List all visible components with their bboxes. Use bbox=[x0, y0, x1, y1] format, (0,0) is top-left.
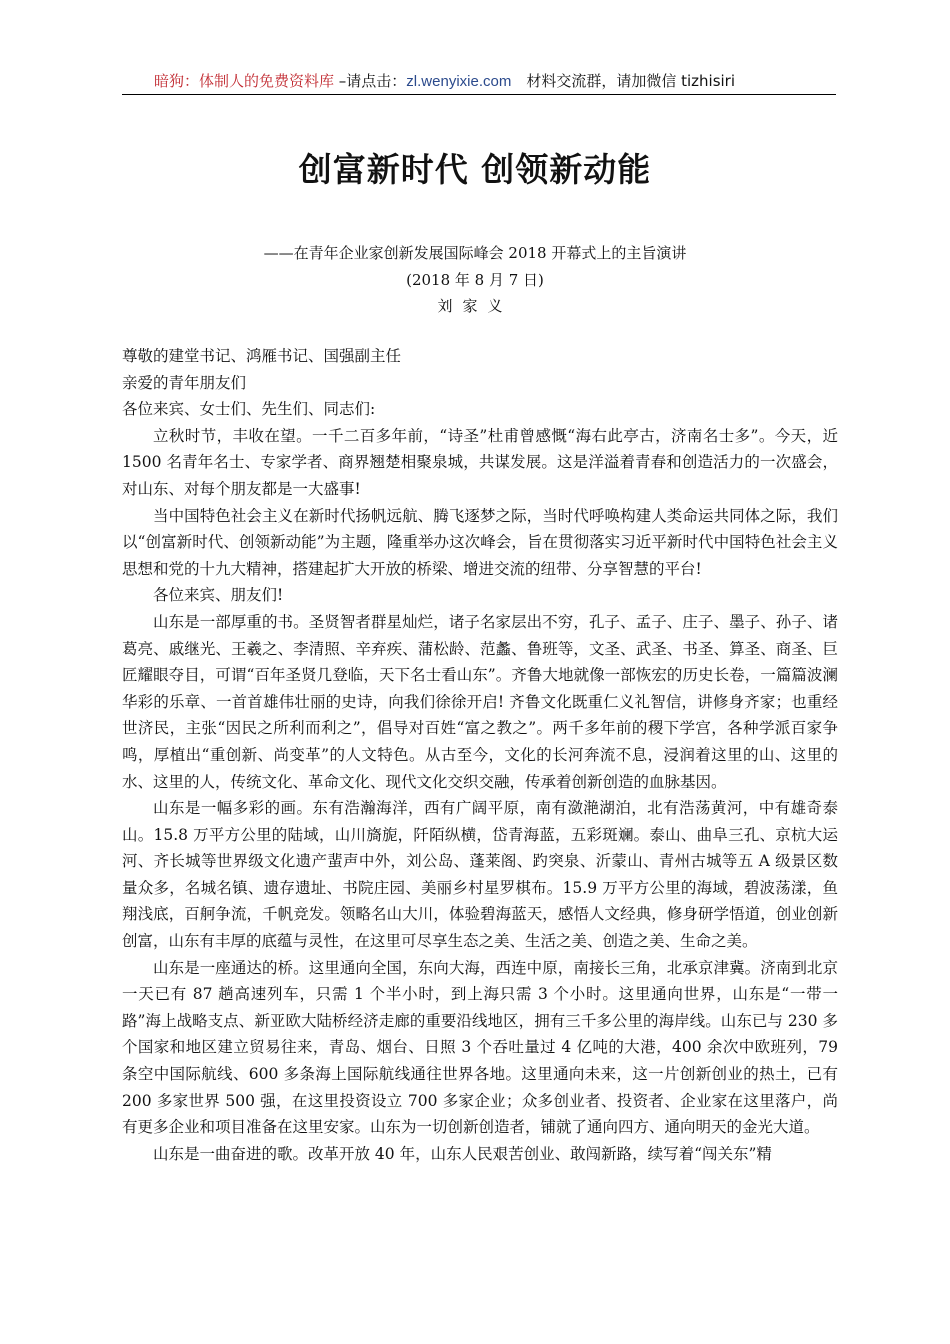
body-paragraph: 立秋时节，丰收在望。一千二百多年前，“诗圣”杜甫曾感慨“海右此亭古，济南名士多”。今天，近 1500 名青年名士、专家学者、商界翘楚相聚泉城，共谋发展。这是洋溢着青春和创造活力的一次盛会，对山东、对每个朋友都是一大盛事! bbox=[122, 426, 838, 498]
document-date: (2018 年 8 月 7 日) bbox=[406, 271, 544, 289]
document-author: 刘家义 bbox=[437, 297, 513, 315]
document-title: 创富新时代 创领新动能 bbox=[298, 150, 652, 189]
header-link[interactable]: zl.wenyixie.com bbox=[406, 73, 512, 90]
header-contact: 材料交流群，请加微信 tizhisiri bbox=[511, 72, 736, 90]
header-site-name: 暗狗：体制人的免费资料库 bbox=[154, 72, 335, 90]
body-paragraph: 山东是一曲奋进的歌。改革开放 40 年，山东人民艰苦创业、敢闯新路，续写着“闯关东”精 bbox=[153, 1144, 772, 1163]
body-paragraph: 山东是一座通达的桥。这里通向全国，东向大海，西连中原，南接长三角，北承京津冀。济南到北京一天已有 87 趟高速列车，只需 1 个半小时，到上海只需 3 个小时。这里通向世界，山东是“一带一路”海上战略支点、新亚欧大陆桥经济走廊的重要沿线地区，拥有三千多公里的海岸线。山东已与 230 多个国家和地区建立贸易往来，青岛、烟台、日照 3 个吞吐量过 4 亿吨的大港，400 余次中欧班列，79 条空中国际航线、600 多条海上国际航线通往世界各地。这里通向未来，这一片创新创业的热土，已有 200 多家世界 500 强，在这里投资设立 700 多家企业；众多创业者、投资者、企业家在这里落户，尚有更多企业和项目准备在这里安家。山东为一切创新创造者，铺就了通向四方、通向明天的金光大道。 bbox=[122, 958, 838, 1137]
body-paragraph: 山东是一幅多彩的画。东有浩瀚海洋，西有广阔平原，南有潋滟湖泊，北有浩荡黄河，中有雄奇泰山。15.8 万平方公里的陆域，山川旖旎，阡陌纵横，岱青海蓝，五彩斑斓。泰山、曲阜三孔、京杭大运河、齐长城等世界级文化遗产蜚声中外，刘公岛、蓬莱阁、趵突泉、沂蒙山、青州古城等五 A 级景区数量众多，名城名镇、遗存遗址、书院庄园、美丽乡村星罗棋布。15.9 万平方公里的海域，碧波荡漾，鱼翔浅底，百舸争流，千帆竞发。领略名山大川，体验碧海蓝天，感悟人文经典，修身研学悟道，创业创新创富，山东有丰厚的底蕴与灵性，在这里可尽享生态之美、生活之美、创造之美、生命之美。 bbox=[122, 799, 838, 951]
greeting-line: 各位来宾、女士们、先生们、同志们: bbox=[122, 400, 376, 419]
body-paragraph: 各位来宾、朋友们! bbox=[153, 586, 284, 605]
greeting-line: 亲爱的青年朋友们 bbox=[122, 373, 247, 392]
body-paragraph: 山东是一部厚重的书。圣贤智者群星灿烂，诸子名家层出不穷，孔子、孟子、庄子、墨子、孙子、诸葛亮、戚继光、王羲之、李清照、辛弃疾、蒲松龄、范蠡、鲁班等，文圣、武圣、书圣、算圣、商圣、巨匠耀眼夺目，可谓“百年圣贤几登临，天下名士看山东”。齐鲁大地就像一部恢宏的历史长卷，一篇篇波澜华彩的乐章、一首首雄伟壮丽的史诗，向我们徐徐开启! 齐鲁文化既重仁义礼智信，讲修身齐家；也重经世济民，主张“因民之所利而利之”，倡导对百姓“富之教之”。两千多年前的稷下学宫，各种学派百家争鸣，厚植出“重创新、尚变革”的人文特色。从古至今，文化的长河奔流不息，浸润着这里的山、这里的水、这里的人，传统文化、革命文化、现代文化交织交融，传承着创新创造的血脉基因。 bbox=[122, 612, 838, 791]
body-paragraph: 当中国特色社会主义在新时代扬帆远航、腾飞逐梦之际，当时代呼唤构建人类命运共同体之际，我们以“创富新时代、创领新动能”为主题，隆重举办这次峰会，旨在贯彻落实习近平新时代中国特色社会主义思想和党的十九大精神，搭建起扩大开放的桥梁、增进交流的纽带、分享智慧的平台! bbox=[122, 506, 838, 578]
document-subtitle: ——在青年企业家创新发展国际峰会 2018 开幕式上的主旨演讲 bbox=[263, 244, 687, 262]
greeting-line: 尊敬的建堂书记、鸿雁书记、国强副主任 bbox=[122, 347, 402, 365]
header-line bbox=[154, 70, 735, 91]
document-body bbox=[122, 343, 838, 1167]
page-header bbox=[122, 66, 836, 95]
header-prompt: –请点击： bbox=[334, 72, 407, 90]
